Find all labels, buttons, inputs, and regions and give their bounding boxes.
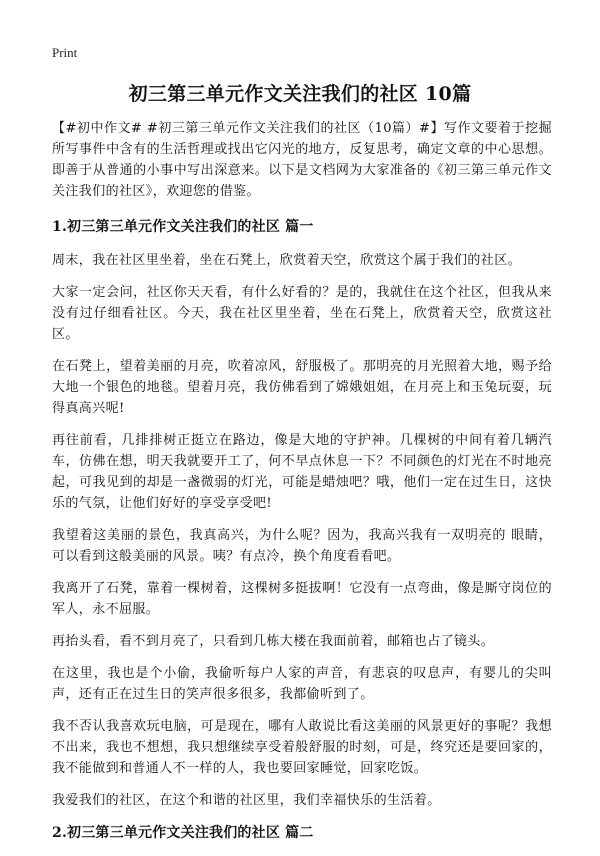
paragraph: 周末，我在社区里坐着，坐在石凳上，欣赏着天空，欣赏这个属于我们的社区。 — [52, 253, 522, 268]
paragraph: 我爱我们的社区，在这个和谐的社区里，我们幸福快乐的生活着。 — [52, 793, 441, 808]
paragraph: 我望着这美丽的景色，我真高兴，为什么呢？因为，我高兴我有一双明亮的 眼睛，可以看到这般美丽的风景。咦？有点冷，换个角度看看吧。 — [52, 528, 552, 564]
paragraph: 我不否认我喜欢玩电脑，可是现在，哪有人敢说比看这美丽的风景更好的事呢？我想不出来，我也不想想，我只想继续享受着般舒服的时刻，可是，终究还是要回家的，我不能做到和普通人不一样的人，我也要回家睡觉，回家吃饭。 — [52, 719, 552, 776]
paragraph: 再抬头看，看不到月亮了，只看到几栋大楼在我面前着，邮箱也占了镜头。 — [52, 634, 495, 649]
intro-paragraph: 【#初中作文# #初三第三单元作文关注我们的社区（10篇）#】写作文要着于挖掘所写事件中含有的生活哲理或找出它闪光的地方，反复思考，确定文章的中心思想。即善于从普通的小事中写出深意来。以下是文档网为大家准备的《初三第三单元作文关注我们的社区》，欢迎您的借鉴。 — [52, 121, 552, 199]
page-title: 初三第三单元作文关注我们的社区 10篇 — [128, 83, 472, 105]
paragraph: 在石凳上，望着美丽的月亮，吹着凉风，舒服极了。那明亮的月光照着大地，赐予给大地一个银色的地毯。望着月亮，我仿佛看到了嫦娥姐姐，在月亮上和玉兔玩耍，玩得真高兴呢! — [52, 359, 552, 416]
paragraph: 在这里，我也是个小偷，我偷听每户人家的声音，有悲哀的叹息声，有婴儿的尖叫声，还有正在过生日的笑声很多很多，我都偷听到了。 — [52, 666, 552, 702]
article-body — [52, 118, 552, 856]
paragraph: 再往前看，几排排树正挺立在路边，像是大地的守护神。几棵树的中间有着几辆汽车，仿佛在想，明天我就要开工了，何不早点休息一下？不同颜色的灯光在不时地亮起，可我见到的却是一盏微弱的灯光，可能是蜡烛吧？哦，他们一定在过生日，这快乐的气氛，让他们好好的享受享受吧! — [52, 433, 552, 511]
paragraph: 大家一定会问，社区你天天看，有什么好看的？是的，我就住在这个社区，但我从来没有过仔细看社区。今天，我在社区里坐着，坐在石凳上，欣赏着天空，欣赏这社区。 — [52, 285, 552, 342]
paragraph: 我离开了石凳，靠着一棵树着，这棵树多挺拔啊！它没有一点弯曲，像是厮守岗位的军人，永不屈服。 — [52, 581, 552, 617]
section-heading-1: 1.初三第三单元作文关注我们的社区 篇一 — [52, 219, 314, 235]
section-heading-2: 2.初三第三单元作文关注我们的社区 篇二 — [52, 825, 314, 841]
print-link[interactable]: Print — [52, 45, 78, 60]
